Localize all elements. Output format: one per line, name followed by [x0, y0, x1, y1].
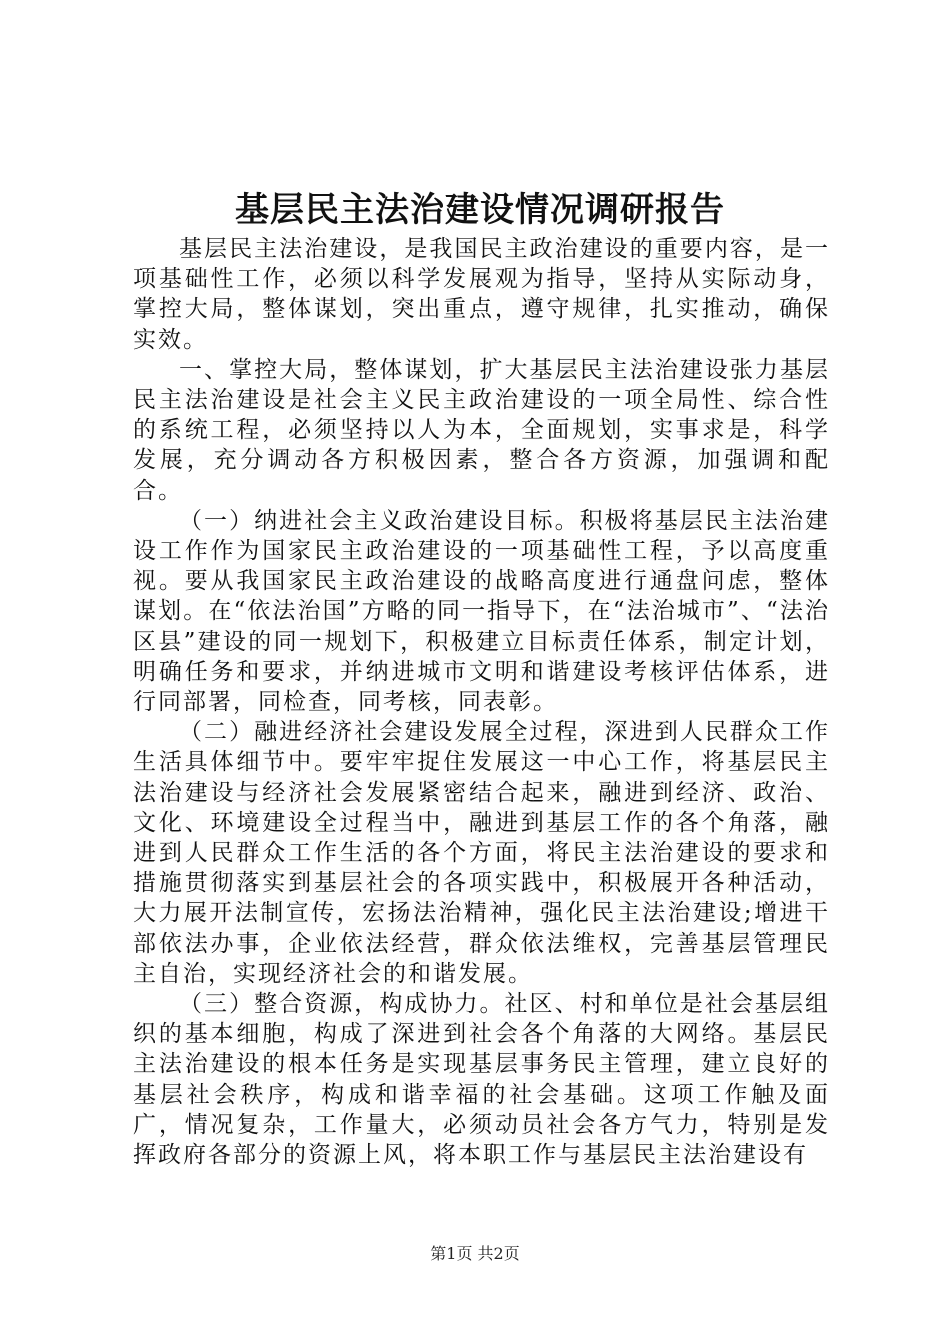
intro-paragraph: 基层民主法治建设，是我国民主政治建设的重要内容，是一项基础性工作，必须以科学发展观为指导，坚持从实际动身，掌控大局，整体谋划，突出重点，遵守规律，扎实推动，确保实效。	[133, 236, 830, 353]
page-total: 共2页	[477, 1244, 520, 1263]
document-body	[133, 234, 830, 1170]
page-footer	[0, 1243, 950, 1265]
document-title: 基层民主法治建设情况调研报告	[235, 190, 725, 230]
page-number: 第1页	[430, 1244, 473, 1263]
subsection-two-paragraph: （二）融进经济社会建设发展全过程，深进到人民群众工作生活具体细节中。要牢牢捉住发展这一中心工作，将基层民主法治建设与经济社会发展紧密结合起来，融进到经济、政治、文化、环境建设全过程当中，融进到基层工作的各个角落，融进到人民群众工作生活的各个方面，将民主法治建设的要求和措施贯彻落实到基层社会的各项实践中，积极展开各种活动，大力展开法制宣传，宏扬法治精神，强化民主法治建设;增进干部依法办事，企业依法经营，群众依法维权，完善基层管理民主自治，实现经济社会的和谐发展。	[133, 719, 830, 987]
subsection-three-paragraph: （三）整合资源，构成协力。社区、村和单位是社会基层组织的基本细胞，构成了深进到社会各个角落的大网络。基层民主法治建设的根本任务是实现基层事务民主管理，建立良好的基层社会秩序，构成和谐幸福的社会基础。这项工作触及面广，情况复杂，工作量大，必须动员社会各方气力，特别是发挥政府各部分的资源上风，将本职工作与基层民主法治建设有	[133, 991, 830, 1169]
section-one-paragraph: 一、掌控大局，整体谋划，扩大基层民主法治建设张力基层民主法治建设是社会主义民主政治建设的一项全局性、综合性的系统工程，必须坚持以人为本，全面规划，实事求是，科学发展，充分调动各方积极因素，整合各方资源，加强调和配合。	[133, 356, 830, 504]
subsection-one-paragraph: （一）纳进社会主义政治建设目标。积极将基层民主法治建设工作作为国家民主政治建设的一项基础性工程，予以高度重视。要从我国家民主政治建设的战略高度进行通盘问虑，整体谋划。在“依法治国”方略的同一指导下，在“法治城市”、“法治区县”建设的同一规划下，积极建立目标责任体系，制定计划，明确任务和要求，并纳进城市文明和谐建设考核评估体系，进行同部署，同检查，同考核，同表彰。	[133, 507, 830, 716]
